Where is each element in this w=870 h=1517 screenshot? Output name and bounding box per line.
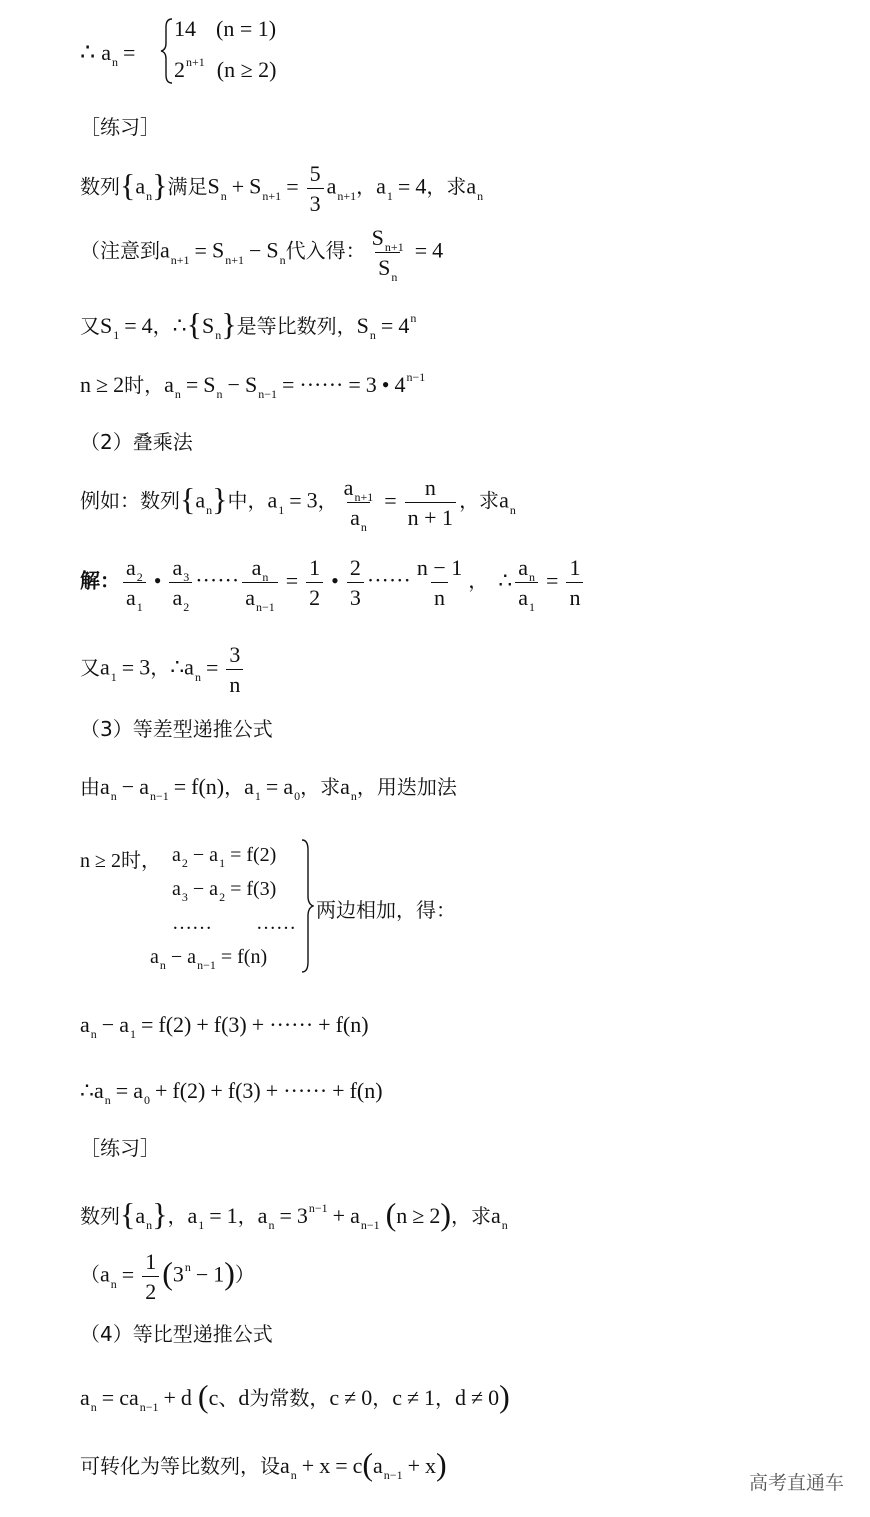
- formula-line-8: 例如：数列$\{a_n\}$中，$a_1 = 3$， $\frac{a_{n+1}}{a_n}$ = $\frac{n}{n + 1}$ ，求$a_n$: [80, 475, 516, 535]
- fraction: $\frac{5}{3}$: [307, 162, 324, 215]
- formula-line-4: （注意到$a_{n+1} = S_{n+1} - S_n$代入得： $\frac{S_{n+1}}{S_n}$ = 4: [80, 225, 444, 285]
- formula-line-transform: 可转化为等比数列，设$a_n + x = c(a_{n-1} + x)$: [80, 1446, 447, 1482]
- section-2-heading: （2）叠乘法: [80, 430, 193, 454]
- formula-line-recurrence: $a_n = ca_{n-1} + d$ (c、d为常数，c ≠ 0，c ≠ 1，d ≠ 0): [80, 1378, 510, 1414]
- section-4-heading: （4）等比型递推公式: [80, 1322, 273, 1346]
- fraction: $\frac{S_{n+1}}{S_n}$: [371, 225, 404, 285]
- watermark: 高考直通车: [748, 1472, 844, 1494]
- section-3-heading: （3）等差型递推公式: [80, 717, 273, 741]
- therefore-symbol: ∴: [80, 40, 96, 66]
- left-brace-icon: [160, 17, 174, 85]
- formula-line-answer: （$a_n$ = $\frac{1}{2}$ $(3^n - 1)$）: [80, 1249, 255, 1305]
- formula-line-9: 解： $\frac{a_2}{a_1}$ • $\frac{a_3}{a_2}$ ······ $\frac{a_n}{a_{n-1}}$ = $\frac{1}{2}$ • $\frac{2}{3}$ ······ $\frac{n - 1}{n}$ ， ∴ $\frac{a_n}{a_1}$ = $\frac{1}{n}$: [80, 556, 586, 609]
- fraction: $\frac{3}{n}$: [226, 643, 243, 696]
- formula-line-5: 又$S_1 = 4$，$\therefore\{S_n\}$是等比数列，$S_n = 4^n$: [80, 306, 417, 342]
- formula-line-practice-2: 数列$\{a_n\}$，$a_1 = 1$，$a_n = 3^{n-1} + a_{n-1}$ (n ≥ 2)，求$a_n$: [80, 1196, 508, 1232]
- formula-line-3: 数列$\{a_n\}$满足$S_n + S_{n+1}$ = $\frac{5}{3}$ $a_{n+1}$，$a_1 = 4$，求$a_n$: [80, 161, 484, 217]
- formula-line-12: 由$a_n - a_{n-1} = f(n)$，$a_1 = a_0$，求$a_n$，用迭加法: [80, 774, 457, 803]
- formula-line-result: $\therefore a_n = a_0 + f(2) + f(3)$ + ······ + f(n): [80, 1078, 383, 1107]
- formula-line-6: n ≥ 2时，$a_n = S_n - S_{n-1}$ = ······ = 3 • $4^{n-1}$: [80, 370, 426, 401]
- practice-heading-2: ［练习］: [80, 1136, 160, 1160]
- formula-line-sum: $a_n - a_1 = f(2) + f(3)$ + ······ + f(n): [80, 1012, 369, 1041]
- fraction: $\frac{1}{2}$: [142, 1250, 159, 1303]
- right-brace-icon: [300, 838, 314, 974]
- summation-system: n ≥ 2时， $a_2 - a_1 = f(2)$ $a_3 - a_2 = f(3)$ …… …… $a_n - a_{n-1} = f(n)$ 两边相加，得：: [80, 838, 500, 978]
- fraction: $\frac{n}{n + 1}$: [405, 476, 456, 529]
- fraction: $\frac{a_{n+1}}{a_n}$: [343, 475, 374, 535]
- formula-line-10: 又$a_1 = 3$，$\therefore a_n$ = $\frac{3}{n}$: [80, 643, 246, 696]
- practice-heading: ［练习］: [80, 115, 160, 139]
